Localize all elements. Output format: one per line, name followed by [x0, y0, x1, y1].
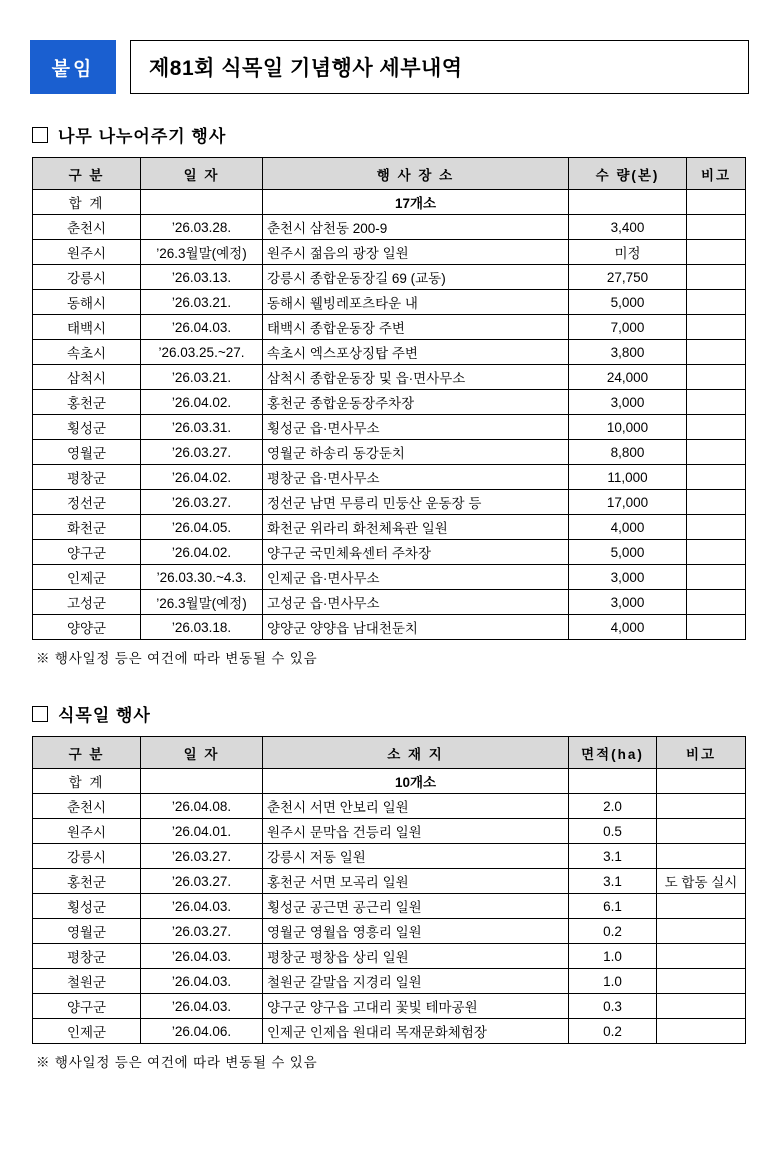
- cell-note: [657, 969, 746, 994]
- cell-region: 강릉시: [33, 844, 141, 869]
- cell-place: 양양군 양양읍 남대천둔치: [263, 615, 569, 640]
- cell-amount: 11,000: [569, 465, 687, 490]
- cell-date: ’26.04.02.: [141, 465, 263, 490]
- cell-region: 고성군: [33, 590, 141, 615]
- tree-distribution-table-body: [33, 190, 746, 640]
- cell-note: [687, 440, 746, 465]
- document-title-box: [130, 40, 749, 94]
- cell-place: 원주시 젊음의 광장 일원: [263, 240, 569, 265]
- cell-place: 인제군 읍·면사무소: [263, 565, 569, 590]
- cell-region: 영월군: [33, 440, 141, 465]
- total-label: 합 계: [33, 769, 141, 794]
- table-row: [33, 290, 746, 315]
- cell-place: 삼척시 종합운동장 및 읍·면사무소: [263, 365, 569, 390]
- cell-date: ’26.04.06.: [141, 1019, 263, 1044]
- cell-date: ’26.03.27.: [141, 844, 263, 869]
- cell-region: 화천군: [33, 515, 141, 540]
- cell-region: 춘천시: [33, 215, 141, 240]
- cell-note: [687, 240, 746, 265]
- cell-region: 춘천시: [33, 794, 141, 819]
- cell-amount: 3,000: [569, 565, 687, 590]
- cell-note: [687, 415, 746, 440]
- cell-area: 0.2: [569, 1019, 657, 1044]
- cell-place: 고성군 읍·면사무소: [263, 590, 569, 615]
- cell-place: 평창군 읍·면사무소: [263, 465, 569, 490]
- total-amount: [569, 190, 687, 215]
- cell-date: ’26.04.05.: [141, 515, 263, 540]
- cell-location: 평창군 평창읍 상리 일원: [263, 944, 569, 969]
- total-date: [141, 190, 263, 215]
- cell-date: ’26.04.03.: [141, 315, 263, 340]
- column-header-place: 행 사 장 소: [263, 158, 569, 190]
- cell-note: [657, 794, 746, 819]
- cell-date: ’26.03.13.: [141, 265, 263, 290]
- cell-note: [687, 590, 746, 615]
- cell-location: 원주시 문막읍 건등리 일원: [263, 819, 569, 844]
- cell-note: [657, 819, 746, 844]
- cell-region: 양구군: [33, 540, 141, 565]
- table-row: [33, 819, 746, 844]
- cell-date: ’26.04.02.: [141, 540, 263, 565]
- cell-date: ’26.03.30.~4.3.: [141, 565, 263, 590]
- cell-amount: 3,000: [569, 390, 687, 415]
- cell-note: [687, 515, 746, 540]
- column-header-date: 일 자: [141, 158, 263, 190]
- cell-place: 태백시 종합운동장 주변: [263, 315, 569, 340]
- table-row: [33, 240, 746, 265]
- section-spacer: [30, 667, 749, 701]
- cell-region: 원주시: [33, 240, 141, 265]
- table-row: [33, 794, 746, 819]
- cell-place: 영월군 하송리 동강둔치: [263, 440, 569, 465]
- cell-region: 동해시: [33, 290, 141, 315]
- table-row: [33, 969, 746, 994]
- cell-note: [687, 215, 746, 240]
- cell-date: ’26.04.03.: [141, 969, 263, 994]
- table-row-total: [33, 769, 746, 794]
- cell-region: 양구군: [33, 994, 141, 1019]
- cell-note: [687, 365, 746, 390]
- cell-date: ’26.03.25.~27.: [141, 340, 263, 365]
- cell-amount: 3,800: [569, 340, 687, 365]
- cell-amount: 8,800: [569, 440, 687, 465]
- cell-location: 춘천시 서면 안보리 일원: [263, 794, 569, 819]
- cell-note: [657, 894, 746, 919]
- cell-amount: 10,000: [569, 415, 687, 440]
- table-row: [33, 415, 746, 440]
- cell-date: ’26.3월말(예정): [141, 590, 263, 615]
- cell-place: 동해시 웰빙레포츠타운 내: [263, 290, 569, 315]
- total-place: 10개소: [263, 769, 569, 794]
- table-row: [33, 340, 746, 365]
- column-header-note: 비고: [657, 737, 746, 769]
- cell-note: [657, 944, 746, 969]
- cell-region: 삼척시: [33, 365, 141, 390]
- cell-date: ’26.04.03.: [141, 994, 263, 1019]
- cell-note: 도 합동 실시: [657, 869, 746, 894]
- table-row: [33, 869, 746, 894]
- cell-amount: 5,000: [569, 540, 687, 565]
- cell-amount: 4,000: [569, 615, 687, 640]
- cell-area: 2.0: [569, 794, 657, 819]
- table-row: [33, 390, 746, 415]
- cell-region: 횡성군: [33, 894, 141, 919]
- cell-note: [657, 844, 746, 869]
- cell-area: 6.1: [569, 894, 657, 919]
- cell-date: ’26.03.28.: [141, 215, 263, 240]
- cell-place: 횡성군 읍·면사무소: [263, 415, 569, 440]
- table-row: [33, 315, 746, 340]
- attachment-badge: 붙임: [30, 40, 116, 94]
- table-row: [33, 894, 746, 919]
- column-header-amount: 수 량(본): [569, 158, 687, 190]
- cell-region: 원주시: [33, 819, 141, 844]
- cell-note: [687, 465, 746, 490]
- cell-location: 영월군 영월읍 영흥리 일원: [263, 919, 569, 944]
- total-date: [141, 769, 263, 794]
- cell-date: ’26.04.02.: [141, 390, 263, 415]
- cell-place: 홍천군 종합운동장주차장: [263, 390, 569, 415]
- cell-area: 0.2: [569, 919, 657, 944]
- cell-location: 인제군 인제읍 원대리 목재문화체험장: [263, 1019, 569, 1044]
- total-note: [657, 769, 746, 794]
- square-bullet-icon: [32, 706, 48, 722]
- cell-region: 평창군: [33, 944, 141, 969]
- cell-amount: 미정: [569, 240, 687, 265]
- table-footnote-2: ※ 행사일정 등은 여건에 따라 변동될 수 있음: [36, 1055, 318, 1070]
- cell-note: [657, 1019, 746, 1044]
- cell-region: 인제군: [33, 565, 141, 590]
- table-row: [33, 365, 746, 390]
- cell-date: ’26.03.27.: [141, 919, 263, 944]
- section-heading-1: [32, 122, 749, 147]
- column-header-region: 구 분: [33, 737, 141, 769]
- table-row: [33, 490, 746, 515]
- cell-region: 양양군: [33, 615, 141, 640]
- cell-date: ’26.03.31.: [141, 415, 263, 440]
- cell-location: 홍천군 서면 모곡리 일원: [263, 869, 569, 894]
- cell-date: ’26.04.03.: [141, 944, 263, 969]
- cell-place: 강릉시 종합운동장길 69 (교동): [263, 265, 569, 290]
- cell-date: ’26.04.03.: [141, 894, 263, 919]
- cell-date: ’26.03.21.: [141, 290, 263, 315]
- cell-location: 철원군 갈말읍 지경리 일원: [263, 969, 569, 994]
- arbor-day-event-table-body: [33, 769, 746, 1044]
- cell-note: [687, 615, 746, 640]
- table-row: [33, 1019, 746, 1044]
- page-title: 제81회 식목일 기념행사 세부내역: [149, 57, 463, 80]
- table-footnote-1: ※ 행사일정 등은 여건에 따라 변동될 수 있음: [36, 651, 318, 666]
- cell-note: [687, 315, 746, 340]
- cell-region: 횡성군: [33, 415, 141, 440]
- total-note: [687, 190, 746, 215]
- table-row: [33, 944, 746, 969]
- cell-region: 철원군: [33, 969, 141, 994]
- cell-place: 춘천시 삼천동 200-9: [263, 215, 569, 240]
- cell-region: 홍천군: [33, 869, 141, 894]
- cell-date: ’26.03.27.: [141, 869, 263, 894]
- column-header-note: 비고: [687, 158, 746, 190]
- table-row: [33, 615, 746, 640]
- cell-note: [657, 919, 746, 944]
- cell-amount: 3,000: [569, 590, 687, 615]
- cell-amount: 5,000: [569, 290, 687, 315]
- total-label: 합 계: [33, 190, 141, 215]
- column-header-date: 일 자: [141, 737, 263, 769]
- cell-date: ’26.04.01.: [141, 819, 263, 844]
- cell-region: 정선군: [33, 490, 141, 515]
- cell-area: 0.5: [569, 819, 657, 844]
- cell-date: ’26.03.27.: [141, 440, 263, 465]
- arbor-day-event-table: [32, 736, 746, 1044]
- cell-note: [687, 390, 746, 415]
- cell-region: 인제군: [33, 1019, 141, 1044]
- section-title-2: 식목일 행사: [58, 706, 151, 725]
- table-row: [33, 844, 746, 869]
- cell-location: 횡성군 공근면 공근리 일원: [263, 894, 569, 919]
- cell-amount: 17,000: [569, 490, 687, 515]
- table-row: [33, 590, 746, 615]
- cell-region: 영월군: [33, 919, 141, 944]
- cell-region: 태백시: [33, 315, 141, 340]
- cell-amount: 24,000: [569, 365, 687, 390]
- table-row: [33, 994, 746, 1019]
- table-header-row: [33, 158, 746, 190]
- square-bullet-icon: [32, 127, 48, 143]
- cell-location: 강릉시 저동 일원: [263, 844, 569, 869]
- cell-place: 속초시 엑스포상징탑 주변: [263, 340, 569, 365]
- cell-area: 1.0: [569, 969, 657, 994]
- total-area: [569, 769, 657, 794]
- table-row: [33, 465, 746, 490]
- table-row: [33, 215, 746, 240]
- table-row: [33, 440, 746, 465]
- cell-location: 양구군 양구읍 고대리 꽃빛 테마공원: [263, 994, 569, 1019]
- table-row-total: [33, 190, 746, 215]
- cell-area: 0.3: [569, 994, 657, 1019]
- column-header-region: 구 분: [33, 158, 141, 190]
- cell-amount: 3,400: [569, 215, 687, 240]
- cell-note: [687, 565, 746, 590]
- table-header-row: [33, 737, 746, 769]
- cell-date: ’26.03.27.: [141, 490, 263, 515]
- table-row: [33, 540, 746, 565]
- cell-note: [687, 540, 746, 565]
- cell-place: 정선군 남면 무릉리 민둥산 운동장 등: [263, 490, 569, 515]
- cell-amount: 4,000: [569, 515, 687, 540]
- cell-date: ’26.3월말(예정): [141, 240, 263, 265]
- cell-amount: 27,750: [569, 265, 687, 290]
- section-heading-2: [32, 701, 749, 726]
- cell-date: ’26.04.08.: [141, 794, 263, 819]
- cell-note: [687, 290, 746, 315]
- table-row: [33, 515, 746, 540]
- tree-distribution-table: [32, 157, 746, 640]
- table-row: [33, 919, 746, 944]
- table-row: [33, 565, 746, 590]
- cell-note: [687, 340, 746, 365]
- cell-date: ’26.03.18.: [141, 615, 263, 640]
- cell-note: [657, 994, 746, 1019]
- cell-area: 1.0: [569, 944, 657, 969]
- cell-amount: 7,000: [569, 315, 687, 340]
- column-header-location: 소 재 지: [263, 737, 569, 769]
- cell-area: 3.1: [569, 869, 657, 894]
- document-header: [30, 40, 749, 94]
- cell-region: 강릉시: [33, 265, 141, 290]
- cell-region: 홍천군: [33, 390, 141, 415]
- cell-date: ’26.03.21.: [141, 365, 263, 390]
- cell-note: [687, 490, 746, 515]
- total-place: 17개소: [263, 190, 569, 215]
- cell-note: [687, 265, 746, 290]
- cell-place: 양구군 국민체육센터 주차장: [263, 540, 569, 565]
- column-header-area: 면적(ha): [569, 737, 657, 769]
- cell-region: 평창군: [33, 465, 141, 490]
- section-title-1: 나무 나누어주기 행사: [58, 127, 227, 146]
- cell-place: 화천군 위라리 화천체육관 일원: [263, 515, 569, 540]
- cell-region: 속초시: [33, 340, 141, 365]
- table-row: [33, 265, 746, 290]
- cell-area: 3.1: [569, 844, 657, 869]
